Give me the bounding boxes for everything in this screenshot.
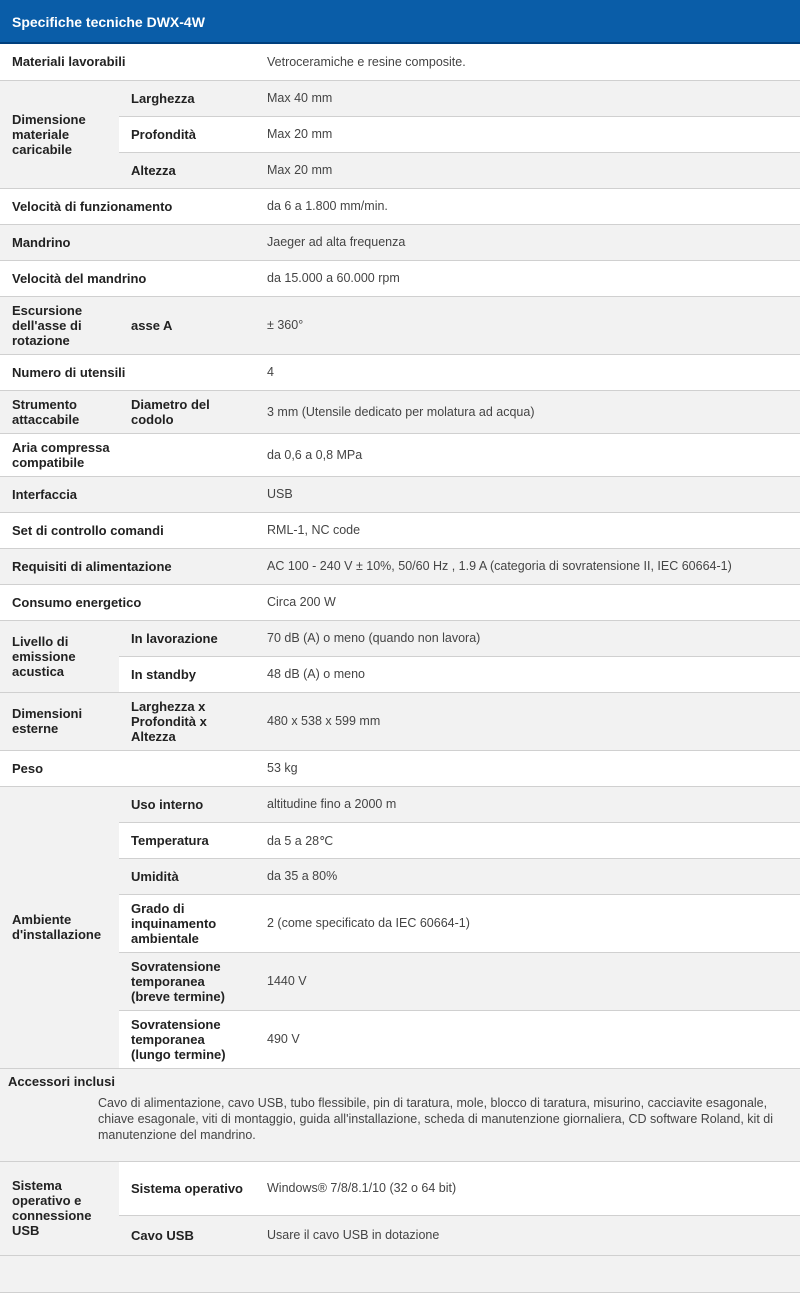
spec-value: AC 100 - 240 V ± 10%, 50/60 Hz , 1.9 A (categoria di sovratensione II, IEC 60664-1): [255, 548, 800, 584]
spec-value: da 5 a 28℃: [255, 822, 800, 858]
spec-sublabel: Cavo USB: [119, 1215, 255, 1255]
spec-row-ambiente: [0, 822, 800, 858]
spec-value: 53 kg: [255, 750, 800, 786]
spec-label: Livello di emissione acustica: [0, 620, 119, 692]
spec-label: Materiali lavorabili: [0, 44, 255, 80]
spec-sublabel: Profondità: [119, 116, 255, 152]
spec-value: 3 mm (Utensile dedicato per molatura ad acqua): [255, 390, 800, 433]
spec-value: Usare il cavo USB in dotazione: [255, 1215, 800, 1255]
spec-value: Max 20 mm: [255, 116, 800, 152]
spec-sublabel: asse A: [119, 296, 255, 354]
spec-row-velocita-mandrino: [0, 260, 800, 296]
spec-row-mandrino: [0, 224, 800, 260]
spec-value: 1440 V: [255, 952, 800, 1010]
spec-value: 2 (come specificato da IEC 60664-1): [255, 894, 800, 952]
spec-row-sistema: [0, 1215, 800, 1255]
spec-row-materiali: [0, 44, 800, 80]
spec-sublabel: Altezza: [119, 152, 255, 188]
spec-row-escursione: [0, 296, 800, 354]
spec-sublabel: Temperatura: [119, 822, 255, 858]
spec-row-acustica: [0, 620, 800, 656]
spec-label: Escursione dell'asse di rotazione: [0, 296, 119, 354]
spec-row-dimensione: [0, 80, 800, 116]
spec-sublabel: Uso interno: [119, 786, 255, 822]
spec-row-sistema: [0, 1161, 800, 1215]
spec-row-alimentazione: [0, 548, 800, 584]
spec-row-ambiente: [0, 858, 800, 894]
spec-row-ambiente: [0, 1010, 800, 1068]
spec-row-velocita: [0, 188, 800, 224]
spec-label: Interfaccia: [0, 476, 255, 512]
spec-row-acustica: [0, 656, 800, 692]
spec-label: Dimensioni esterne: [0, 692, 119, 750]
spec-value: Windows® 7/8/8.1/10 (32 o 64 bit): [255, 1161, 800, 1215]
spec-label: Requisiti di alimentazione: [0, 548, 255, 584]
spec-value: Max 40 mm: [255, 80, 800, 116]
spec-value: 490 V: [255, 1010, 800, 1068]
spec-row-dimensioni-esterne: [0, 692, 800, 750]
table-footer-spacer: [0, 1256, 800, 1293]
spec-label: Peso: [0, 750, 255, 786]
spec-label: Sistema operativo e connessione USB: [0, 1161, 119, 1255]
spec-sublabel: Sovratensione temporanea (lungo termine): [119, 1010, 255, 1068]
spec-label: Consumo energetico: [0, 584, 255, 620]
spec-label: Velocità del mandrino: [0, 260, 255, 296]
spec-row-ambiente: [0, 894, 800, 952]
spec-value: RML-1, NC code: [255, 512, 800, 548]
spec-row-dimensione: [0, 152, 800, 188]
spec-value: altitudine fino a 2000 m: [255, 786, 800, 822]
spec-value: Cavo di alimentazione, cavo USB, tubo flessibile, pin di taratura, mole, blocco di taratura, misurino, cacciavite esagonale, chiave esagonale, viti di montaggio, guida all'installazione, scheda di manutenzione giornaliera, CD software Roland, kit di manutenzione del mandrino.: [98, 1095, 773, 1142]
spec-sublabel: In standby: [119, 656, 255, 692]
spec-sublabel: Larghezza: [119, 80, 255, 116]
spec-label: Numero di utensili: [0, 354, 255, 390]
spec-row-dimensione: [0, 116, 800, 152]
spec-value: USB: [255, 476, 800, 512]
spec-sublabel: Sovratensione temporanea (breve termine): [119, 952, 255, 1010]
spec-value: Circa 200 W: [255, 584, 800, 620]
spec-value: Jaeger ad alta frequenza: [255, 224, 800, 260]
spec-row-interfaccia: [0, 476, 800, 512]
spec-row-peso: [0, 750, 800, 786]
spec-value: Vetroceramiche e resine composite.: [255, 44, 800, 80]
spec-sublabel: In lavorazione: [119, 620, 255, 656]
spec-row-utensili: [0, 354, 800, 390]
spec-label: Mandrino: [0, 224, 255, 260]
spec-row-consumo: [0, 584, 800, 620]
spec-sublabel: Umidità: [119, 858, 255, 894]
spec-row-ambiente: [0, 952, 800, 1010]
spec-label: Strumento attaccabile: [0, 390, 119, 433]
page-title: Specifiche tecniche DWX-4W: [12, 14, 205, 30]
spec-value: 48 dB (A) o meno: [255, 656, 800, 692]
spec-sublabel: Larghezza x Profondità x Altezza: [119, 692, 255, 750]
spec-row-ambiente: [0, 786, 800, 822]
spec-label: Velocità di funzionamento: [0, 188, 255, 224]
spec-value: da 15.000 a 60.000 rpm: [255, 260, 800, 296]
spec-value: da 0,6 a 0,8 MPa: [255, 433, 800, 476]
spec-table: [0, 44, 800, 1256]
spec-header: [0, 0, 800, 44]
spec-value: 480 x 538 x 599 mm: [255, 692, 800, 750]
spec-value: 70 dB (A) o meno (quando non lavora): [255, 620, 800, 656]
spec-label: Set di controllo comandi: [0, 512, 255, 548]
spec-row-accessori: [0, 1068, 800, 1161]
spec-value: Max 20 mm: [255, 152, 800, 188]
spec-value: ± 360°: [255, 296, 800, 354]
spec-row-strumento: [0, 390, 800, 433]
spec-label: Ambiente d'installazione: [0, 786, 119, 1068]
spec-label: Accessori inclusi: [8, 1073, 115, 1089]
spec-sublabel: Grado di inquinamento ambientale: [119, 894, 255, 952]
spec-label: Aria compressa compatibile: [0, 433, 255, 476]
spec-sublabel: Sistema operativo: [119, 1161, 255, 1215]
spec-sublabel: Diametro del codolo: [119, 390, 255, 433]
spec-row-set-controllo: [0, 512, 800, 548]
spec-label: Dimensione materiale caricabile: [0, 80, 119, 188]
spec-value: da 6 a 1.800 mm/min.: [255, 188, 800, 224]
spec-value: da 35 a 80%: [255, 858, 800, 894]
spec-value: 4: [255, 354, 800, 390]
spec-row-aria: [0, 433, 800, 476]
